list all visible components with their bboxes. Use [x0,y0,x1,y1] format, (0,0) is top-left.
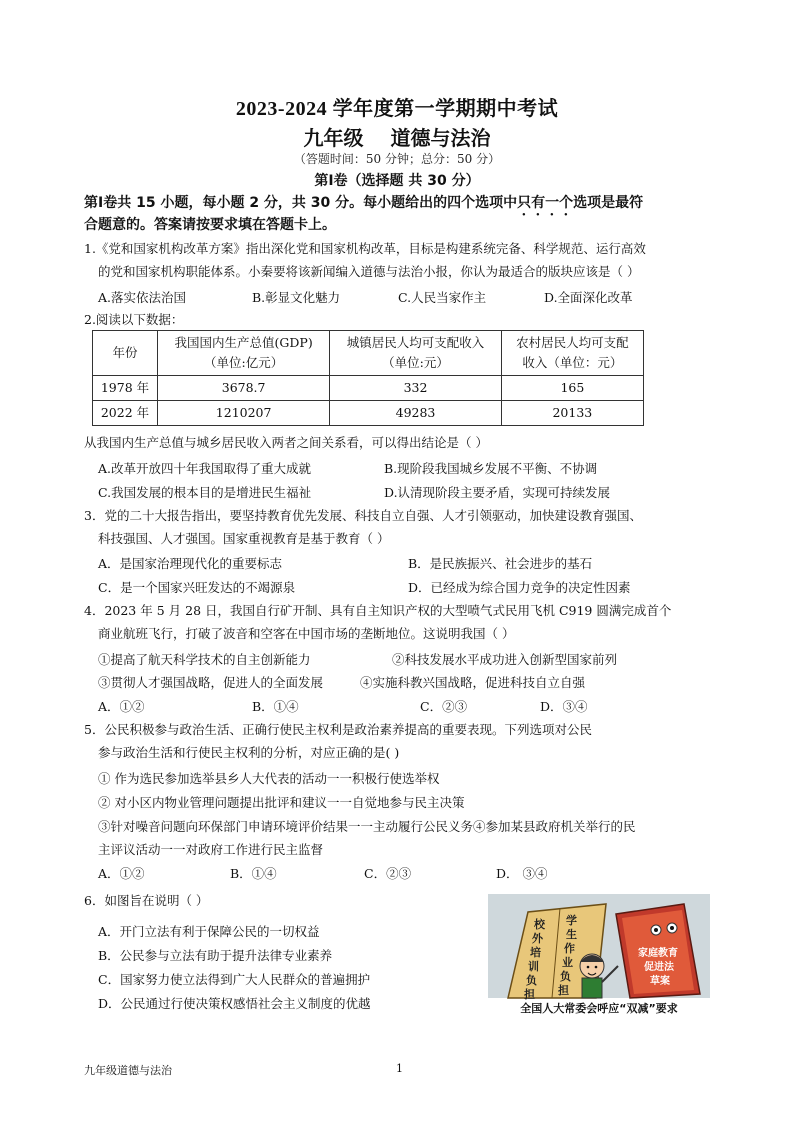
q5-option-c: C．②③ [364,866,412,881]
q1-option-b: B.彰显文化魅力 [252,290,341,305]
q2-stem-2: 从我国内生产总值与城乡居民收入两者之间关系看，可以得出结论是（ ） [84,435,488,450]
bag-char: 负 [560,970,571,983]
q2-option-a: A.改革开放四十年我国取得了重大成就 [98,461,312,476]
q4-item-3: ③贯彻人才强国战略，促进人的全面发展 [98,675,324,690]
q5-item-2: ② 对小区内物业管理问题提出批评和建议一一自觉地参与民主决策 [98,795,465,810]
q3-option-a: A．是国家治理现代化的重要标志 [98,556,283,571]
q4-option-b: B．①④ [252,699,299,714]
q4-stem-2: 商业航班飞行，打破了波音和空客在中国市场的垄断地位。这说明我国（ ） [98,626,515,641]
table-cell: 1978 年 [93,376,158,401]
q5-option-b: B．①④ [230,866,277,881]
q1-option-a: A.落实依法治国 [98,290,187,305]
grade-label: 九年级 [303,128,364,150]
table-cell: 3678.7 [158,376,330,401]
child-eye [587,966,590,969]
table-header-rural [501,331,643,376]
cartoon-caption: 全国人大常委会呼应“双减”要求 [520,1002,678,1015]
table-cell: 49283 [330,401,501,426]
exam-subtitle [0,122,794,151]
table-cell: 2022 年 [93,401,158,426]
table-header-rural-l2: 收入（单位：元） [522,355,623,370]
instruction-part-a: 第Ⅰ卷共 15 小题，每小题 2 分，共 30 分。每小题给出的四个选项中 [84,195,518,211]
cartoon-illustration [488,894,710,1016]
book-title-line: 草案 [650,976,670,987]
table-header-urban-l1: 城镇居民人均可支配收入 [346,335,485,350]
table-header-rural-l1: 农村居民人均可支配 [516,335,629,350]
q6-option-c: C．国家努力使立法得到广大人民群众的普遍拥护 [98,972,371,987]
table-header-gdp [158,331,330,376]
instruction-part-b: 选项是最符 [573,195,644,211]
q3-option-c: C．是一个国家兴旺发达的不竭源泉 [98,580,296,595]
table-cell: 332 [330,376,501,401]
q4-item-4: ④实施科教兴国战略，促进科技自立自强 [360,675,586,690]
q2-option-b: B.现阶段我国城乡发展不平衡、不协调 [384,461,598,476]
table-cell: 165 [501,376,643,401]
q2-stem: 2.阅读以下数据： [84,312,184,327]
bag-char: 训 [528,960,539,973]
subject-label: 道德与法治 [390,128,491,150]
section-title: 第Ⅰ卷（选择题 共 30 分） [314,173,480,189]
q1-option-d: D.全面深化改革 [544,290,633,305]
table-header-gdp-l2: （单位:亿元） [204,355,284,370]
bag-char: 培 [530,946,541,959]
q6-option-a: A．开门立法有利于保障公民的一切权益 [98,924,320,939]
book-title-line: 家庭教育 [638,948,678,959]
q2-option-d: D.认清现阶段主要矛盾，实现可持续发展 [384,485,611,500]
bag-char: 外 [532,932,543,945]
q4-option-a: A．①② [98,699,145,714]
bag-char: 学 [566,914,577,927]
bag-char: 担 [558,984,569,997]
page-number: 1 [396,1062,403,1075]
q4-item-2: ②科技发展水平成功进入创新型国家前列 [392,652,618,667]
q2-option-c: C.我国发展的根本目的是增进民生福祉 [98,485,312,500]
exam-title: 2023-2024 学年度第一学期期中考试 [235,98,559,120]
q5-option-d: D． ③④ [496,866,548,881]
table-header-row [93,331,644,376]
q1-option-c: C.人民当家作主 [398,290,487,305]
q3-option-d: D．已经成为综合国力竞争的决定性因素 [408,580,631,595]
bag-char: 担 [524,988,535,1001]
q5-item-4: 主评议活动一一对政府工作进行民主监督 [98,842,324,857]
bag-char: 业 [562,956,573,969]
q5-option-a: A．①② [98,866,145,881]
bag-char: 作 [564,942,575,955]
data-table [92,330,644,426]
q4-option-d: D．③④ [540,699,588,714]
bag-char: 负 [526,974,537,987]
table-cell: 1210207 [158,401,330,426]
q5-stem-2: 参与政治生活和行使民主权利的分析，对应正确的是( ) [98,745,400,760]
table-header-gdp-l1: 我国国内生产总值(GDP) [174,335,313,350]
q6-option-b: B．公民参与立法有助于提升法律专业素养 [98,948,333,963]
table-cell: 20133 [501,401,643,426]
q5-item-1: ① 作为选民参加选举县乡人大代表的活动一一积极行使选举权 [98,771,440,786]
child-body [582,978,602,998]
q6-option-d: D．公民通过行使决策权感悟社会主义制度的优越 [98,996,371,1011]
q4-item-1: ①提高了航天科学技术的自主创新能力 [98,652,311,667]
q6-stem: 6．如图旨在说明（ ） [84,893,209,908]
instruction-line2: 合题意的。答案请按要求填在答题卡上。 [84,217,336,233]
q3-stem-2: 科技强国、人才强国。国家重视教育是基于教育（ ） [98,531,390,546]
bag-char: 校 [534,918,545,931]
q5-stem-1: 5．公民积极参与政治生活、正确行使民主权利是政治素养提高的重要表现。下列选项对公民 [84,722,592,737]
book-title-line: 促进法 [644,962,674,973]
q4-stem-1: 4．2023 年 5 月 28 日，我国自行矿开制、具有自主知识产权的大型喷气式民用飞机 C919 圆满完成首个 [84,603,672,618]
q4-option-c: C．②③ [420,699,468,714]
book-pupil [670,926,674,930]
table-row [93,401,644,426]
table-row [93,376,644,401]
table-header-year: 年份 [93,331,158,376]
q3-stem-1: 3．党的二十大报告指出，要坚持教育优先发展、科技自立自强、人才引领驱动，加快建设教育强国、 [84,508,642,523]
q3-option-b: B．是民族振兴、社会进步的基石 [408,556,593,571]
bag-char: 生 [566,928,577,941]
q1-stem-2: 的党和国家机构职能体系。小秦要将该新闻编入道德与法治小报，你认为最适合的版块应该是（ ） [98,264,640,279]
table-header-urban-l2: （单位:元） [382,355,449,370]
child-eye [595,966,598,969]
table-header-urban [330,331,501,376]
q1-stem-1: 1.《党和国家机构改革方案》指出深化党和国家机构改革，目标是构建系统完备、科学规范、运行高效 [84,241,646,256]
instruction-emphasis: 只有一个 [517,195,574,211]
book-pupil [654,928,658,932]
exam-meta: （答题时间：50 分钟；总分：50 分） [293,152,501,166]
footer-subject: 九年级道德与法治 [84,1064,172,1077]
q5-item-3: ③针对噪音问题向环保部门申请环境评价结果一一主动履行公民义务④参加某县政府机关举行的民 [98,819,636,834]
